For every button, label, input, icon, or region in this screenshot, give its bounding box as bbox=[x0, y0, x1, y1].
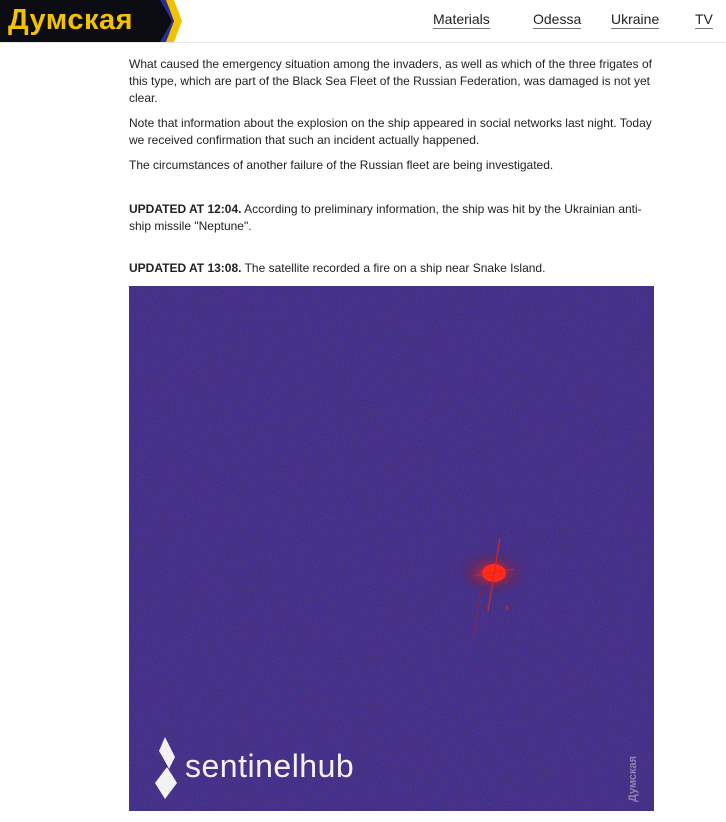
nav-item-ukraine[interactable]: Ukraine bbox=[611, 11, 660, 27]
site-header bbox=[0, 0, 726, 43]
nav-item-tv[interactable]: TV bbox=[695, 11, 713, 27]
image-watermark: Думская bbox=[627, 755, 639, 802]
update-label: UPDATED AT 13:08. bbox=[129, 261, 242, 275]
article-paragraph: Note that information about the explosion on the ship appeared in social networks last night. Today we received confirmation that such an incident actually happened. bbox=[129, 116, 652, 147]
satellite-image bbox=[129, 286, 654, 811]
article-paragraph: The circumstances of another failure of the Russian fleet are being investigated. bbox=[129, 158, 554, 172]
satellite-noise-texture bbox=[129, 286, 654, 811]
update-note bbox=[129, 201, 657, 235]
nav-item-materials[interactable]: Materials bbox=[433, 11, 490, 27]
update-note bbox=[129, 260, 657, 277]
update-text: According to preliminary information, the ship was hit by the Ukrainian anti-ship missile "Neptune". bbox=[129, 202, 642, 233]
nav-item-odessa[interactable]: Odessa bbox=[533, 11, 582, 27]
update-text: The satellite recorded a fire on a ship near Snake Island. bbox=[241, 261, 546, 275]
sentinelhub-logo-icon bbox=[145, 733, 185, 803]
article-body bbox=[129, 56, 657, 182]
logo-text: Думская bbox=[8, 4, 134, 36]
update-label: UPDATED AT 12:04. bbox=[129, 202, 242, 216]
sentinelhub-brand-text: sentinelhub bbox=[185, 748, 355, 784]
article-paragraph: What caused the emergency situation among the invaders, as well as which of the three frigates of this type, which are part of the Black Sea Fleet of the Russian Federation, was damaged is not yet clear. bbox=[129, 57, 652, 105]
main-nav bbox=[0, 11, 726, 31]
